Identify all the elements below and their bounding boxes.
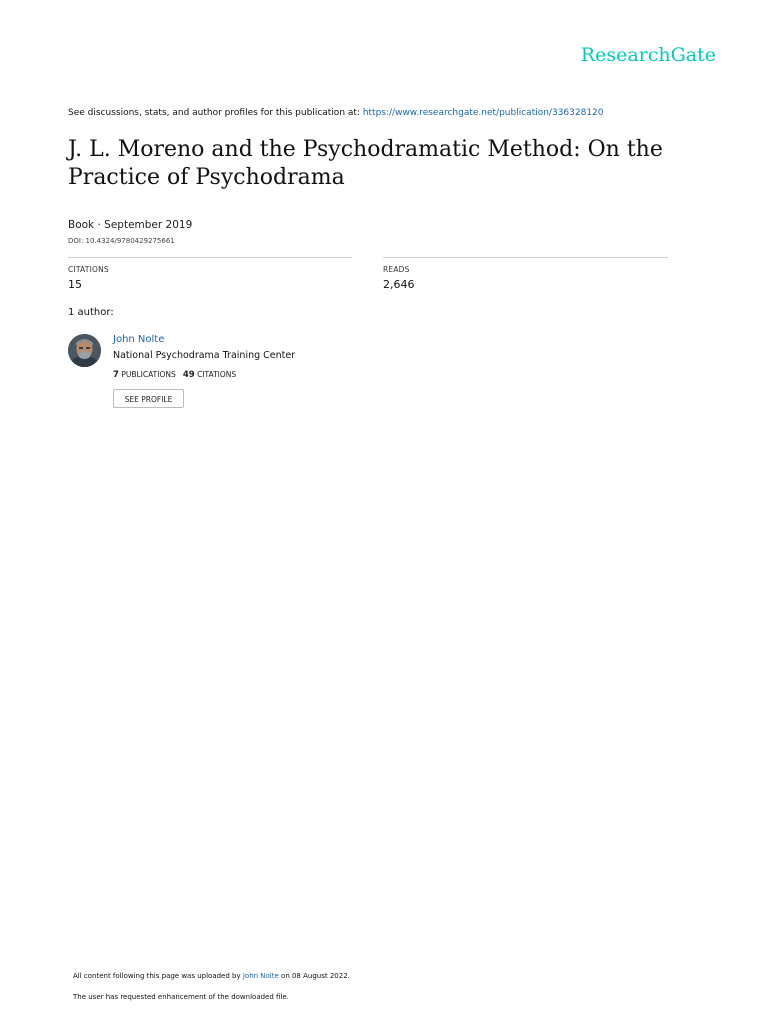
- publication-date: September 2019: [104, 219, 193, 231]
- citations-value: 15: [68, 278, 82, 291]
- publication-meta: [68, 219, 192, 231]
- publication-doi: DOI: 10.4324/9780429275661: [68, 237, 175, 245]
- author-name-link[interactable]: John Nolte: [113, 334, 165, 345]
- citations-divider: [68, 257, 352, 258]
- author-citations-count: 49: [182, 370, 195, 380]
- author-citations-label: CITATIONS: [197, 370, 237, 379]
- author-publications-label: PUBLICATIONS: [121, 370, 176, 379]
- author-institution: National Psychodrama Training Center: [113, 350, 296, 361]
- upload-note: [73, 972, 350, 980]
- publication-title: J. L. Moreno and the Psychodramatic Method: On the Practice of Psychodrama: [68, 137, 663, 190]
- upload-suffix: on 08 August 2022.: [278, 972, 350, 980]
- uploader-link[interactable]: John Nolte: [242, 972, 279, 980]
- reads-value: 2,646: [383, 278, 415, 291]
- researchgate-logo: ResearchGate: [580, 44, 716, 66]
- publication-type: Book: [68, 219, 95, 231]
- author-stats: [113, 370, 236, 380]
- discussion-text: See discussions, stats, and author profiles for this publication at:: [68, 108, 363, 118]
- authors-count: 1 author:: [68, 307, 114, 318]
- meta-separator: ·: [94, 219, 105, 231]
- enhancement-note: The user has requested enhancement of the downloaded file.: [73, 993, 289, 1001]
- author-photo-icon: [68, 334, 101, 367]
- publication-url-link[interactable]: https://www.researchgate.net/publication/336328120: [362, 108, 604, 118]
- author-publications-count: 7: [113, 370, 119, 380]
- author-avatar[interactable]: [68, 334, 101, 367]
- discussion-line: [68, 108, 604, 118]
- citations-label: CITATIONS: [68, 265, 109, 274]
- see-profile-button[interactable]: SEE PROFILE: [113, 389, 184, 408]
- reads-divider: [383, 257, 668, 258]
- upload-prefix: All content following this page was uploaded by: [73, 972, 243, 980]
- reads-label: READS: [383, 265, 410, 274]
